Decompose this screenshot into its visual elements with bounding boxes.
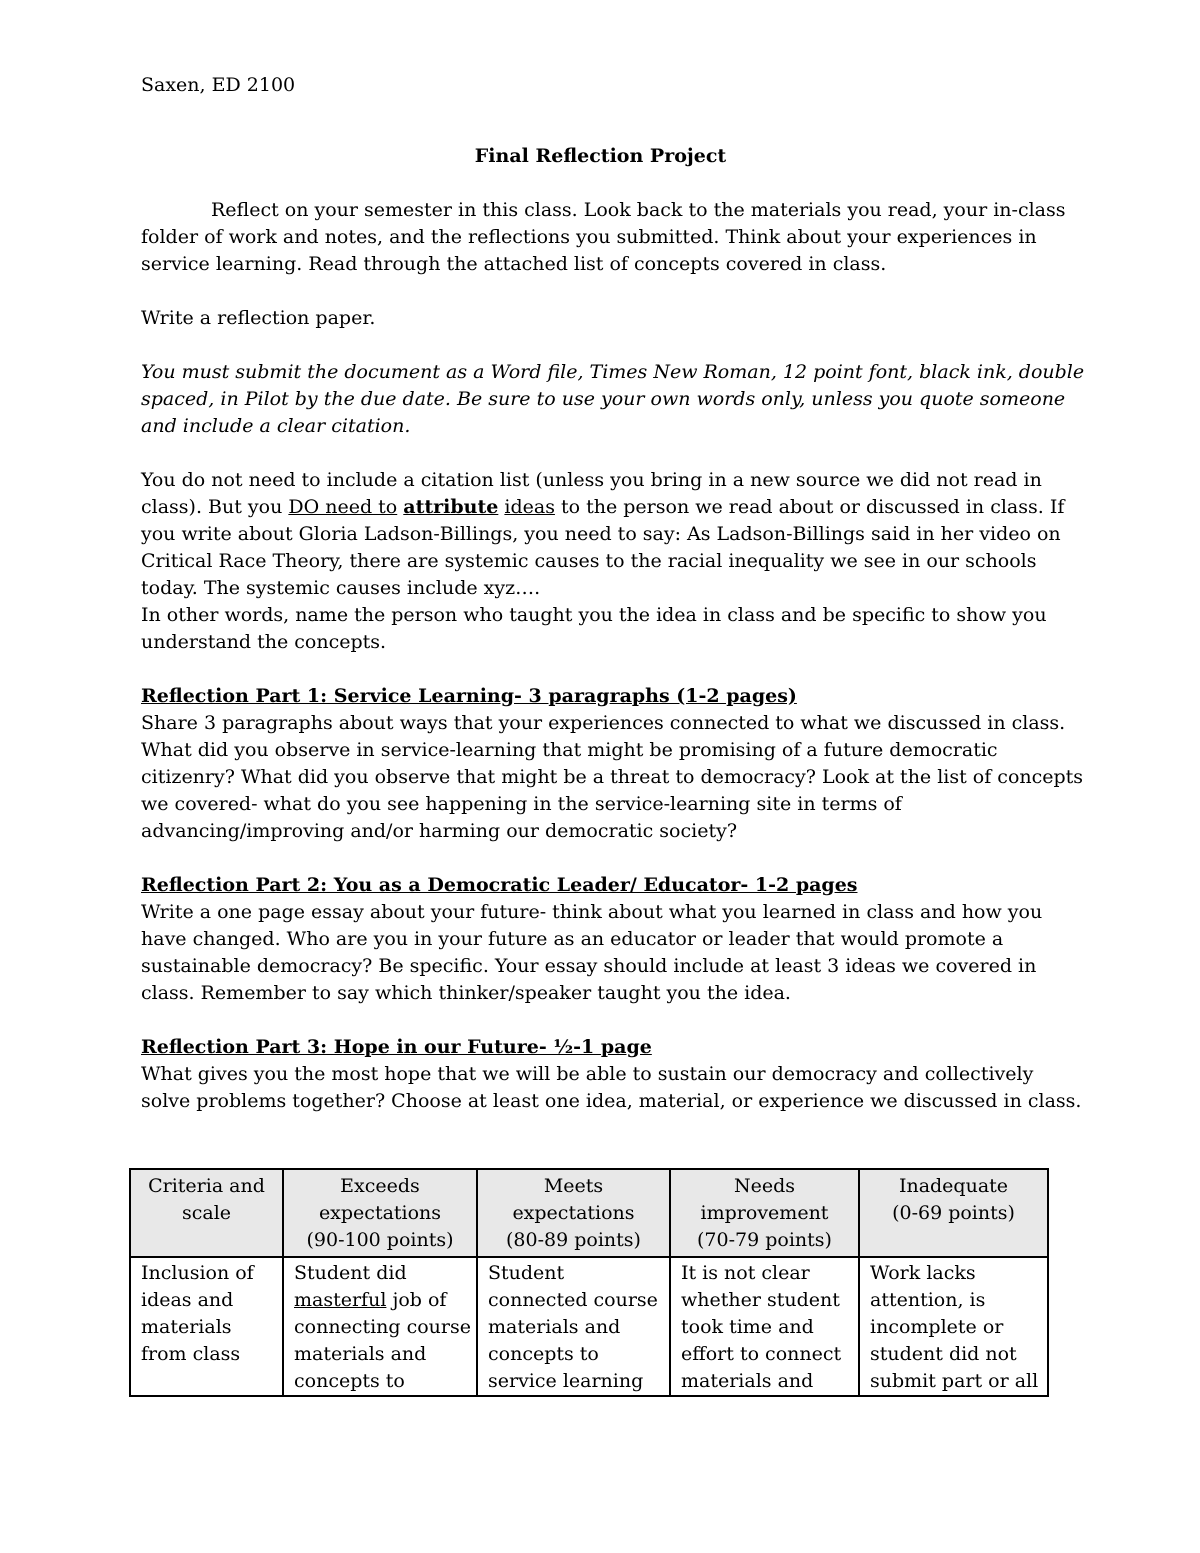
- rubric-header-meets: Meets expectations (80-89 points): [477, 1169, 670, 1257]
- course-header: Saxen, ED 2100: [141, 74, 296, 96]
- part-line: solve problems together? Choose at least one idea, material, or experience we discussed in class.: [141, 1090, 1082, 1112]
- part-line: have changed. Who are you in your future as an educator or leader that would promote a: [141, 928, 1004, 950]
- part-line: Write a one page essay about your future- think about what you learned in class and how you: [141, 901, 1043, 923]
- rubric-table: [129, 1168, 1049, 1397]
- rubric-cell-needs: It is not clear whether student took time and effort to connect materials and: [670, 1257, 859, 1396]
- part-line: we covered- what do you see happening in the service-learning site in terms of: [141, 793, 902, 815]
- rubric-header-row: [130, 1169, 1048, 1257]
- reflection-part-1: [141, 683, 1084, 845]
- page-title: Final Reflection Project: [474, 145, 727, 167]
- reflection-part-2: [141, 872, 1060, 1007]
- part-line: What gives you the most hope that we will be able to sustain our democracy and collectively: [141, 1063, 1034, 1085]
- requirements-line: and include a clear citation.: [141, 415, 411, 437]
- part-line: Share 3 paragraphs about ways that your experiences connected to what we discussed in class.: [141, 712, 1066, 734]
- requirements-paragraph: [141, 359, 1085, 440]
- citation-line: You do not need to include a citation list (unless you bring in a new source we did not read in: [141, 469, 1042, 491]
- part-line: sustainable democracy? Be specific. Your essay should include at least 3 ideas we covered in: [141, 955, 1037, 977]
- citation-line: understand the concepts.: [141, 631, 387, 653]
- rubric-cell-meets: Student connected course materials and concepts to service learning: [477, 1257, 670, 1396]
- part-line: advancing/improving and/or harming our democratic society?: [141, 820, 738, 842]
- citation-text: to the person we read about or discussed in class. If: [554, 496, 1065, 518]
- ideas-emphasis: ideas: [504, 496, 555, 518]
- intro-paragraph: [141, 197, 1066, 278]
- rubric-header-criteria: Criteria and scale: [130, 1169, 283, 1257]
- part-heading: Reflection Part 1: Service Learning- 3 paragraphs (1-2 pages): [141, 685, 797, 707]
- citation-line: today. The systemic causes include xyz….: [141, 577, 541, 599]
- rubric-header-inadequate: Inadequate (0-69 points): [859, 1169, 1048, 1257]
- intro-line: service learning. Read through the attached list of concepts covered in class.: [141, 253, 887, 275]
- do-need-to-emphasis: DO need to: [288, 496, 398, 518]
- rubric-cell-criteria: Inclusion of ideas and materials from class: [130, 1257, 283, 1396]
- part-line: What did you observe in service-learning that might be promising of a future democratic: [141, 739, 998, 761]
- rubric-header-exceeds: Exceeds expectations (90-100 points): [283, 1169, 477, 1257]
- citation-paragraph: [141, 467, 1065, 656]
- intro-line: folder of work and notes, and the reflections you submitted. Think about your experiences in: [141, 226, 1037, 248]
- part-heading: Reflection Part 2: You as a Democratic Leader/ Educator- 1-2 pages: [141, 874, 858, 896]
- intro-line: Reflect on your semester in this class. Look back to the materials you read, your in-class: [211, 199, 1066, 221]
- part-line: citizenry? What did you observe that might be a threat to democracy? Look at the list of concepts: [141, 766, 1084, 788]
- citation-text: class). But you: [141, 496, 289, 518]
- rubric-cell-exceeds: Student did masterful job of connecting course materials and concepts to: [283, 1257, 477, 1396]
- part-line: class. Remember to say which thinker/speaker taught you the idea.: [141, 982, 791, 1004]
- masterful-emphasis: masterful: [294, 1289, 387, 1311]
- part-heading: Reflection Part 3: Hope in our Future- ½-1 page: [141, 1036, 652, 1058]
- citation-line: [141, 494, 1065, 521]
- instruction-line: Write a reflection paper.: [141, 307, 376, 329]
- attribute-emphasis: attribute: [403, 496, 499, 518]
- requirements-line: spaced, in Pilot by the due date. Be sure to use your own words only, unless you quote someone: [141, 388, 1066, 410]
- requirements-line: You must submit the document as a Word file, Times New Roman, 12 point font, black ink, double: [141, 361, 1085, 383]
- citation-line: In other words, name the person who taught you the idea in class and be specific to show you: [141, 604, 1047, 626]
- rubric-header-needs: Needs improvement (70-79 points): [670, 1169, 859, 1257]
- rubric-row: [130, 1257, 1048, 1396]
- citation-line: you write about Gloria Ladson-Billings, you need to say: As Ladson-Billings said in her video on: [141, 523, 1061, 545]
- rubric-cell-inadequate: Work lacks attention, is incomplete or student did not submit part or all: [859, 1257, 1048, 1396]
- reflection-part-3: [141, 1034, 1082, 1115]
- citation-line: Critical Race Theory, there are systemic causes to the racial inequality we see in our schools: [141, 550, 1037, 572]
